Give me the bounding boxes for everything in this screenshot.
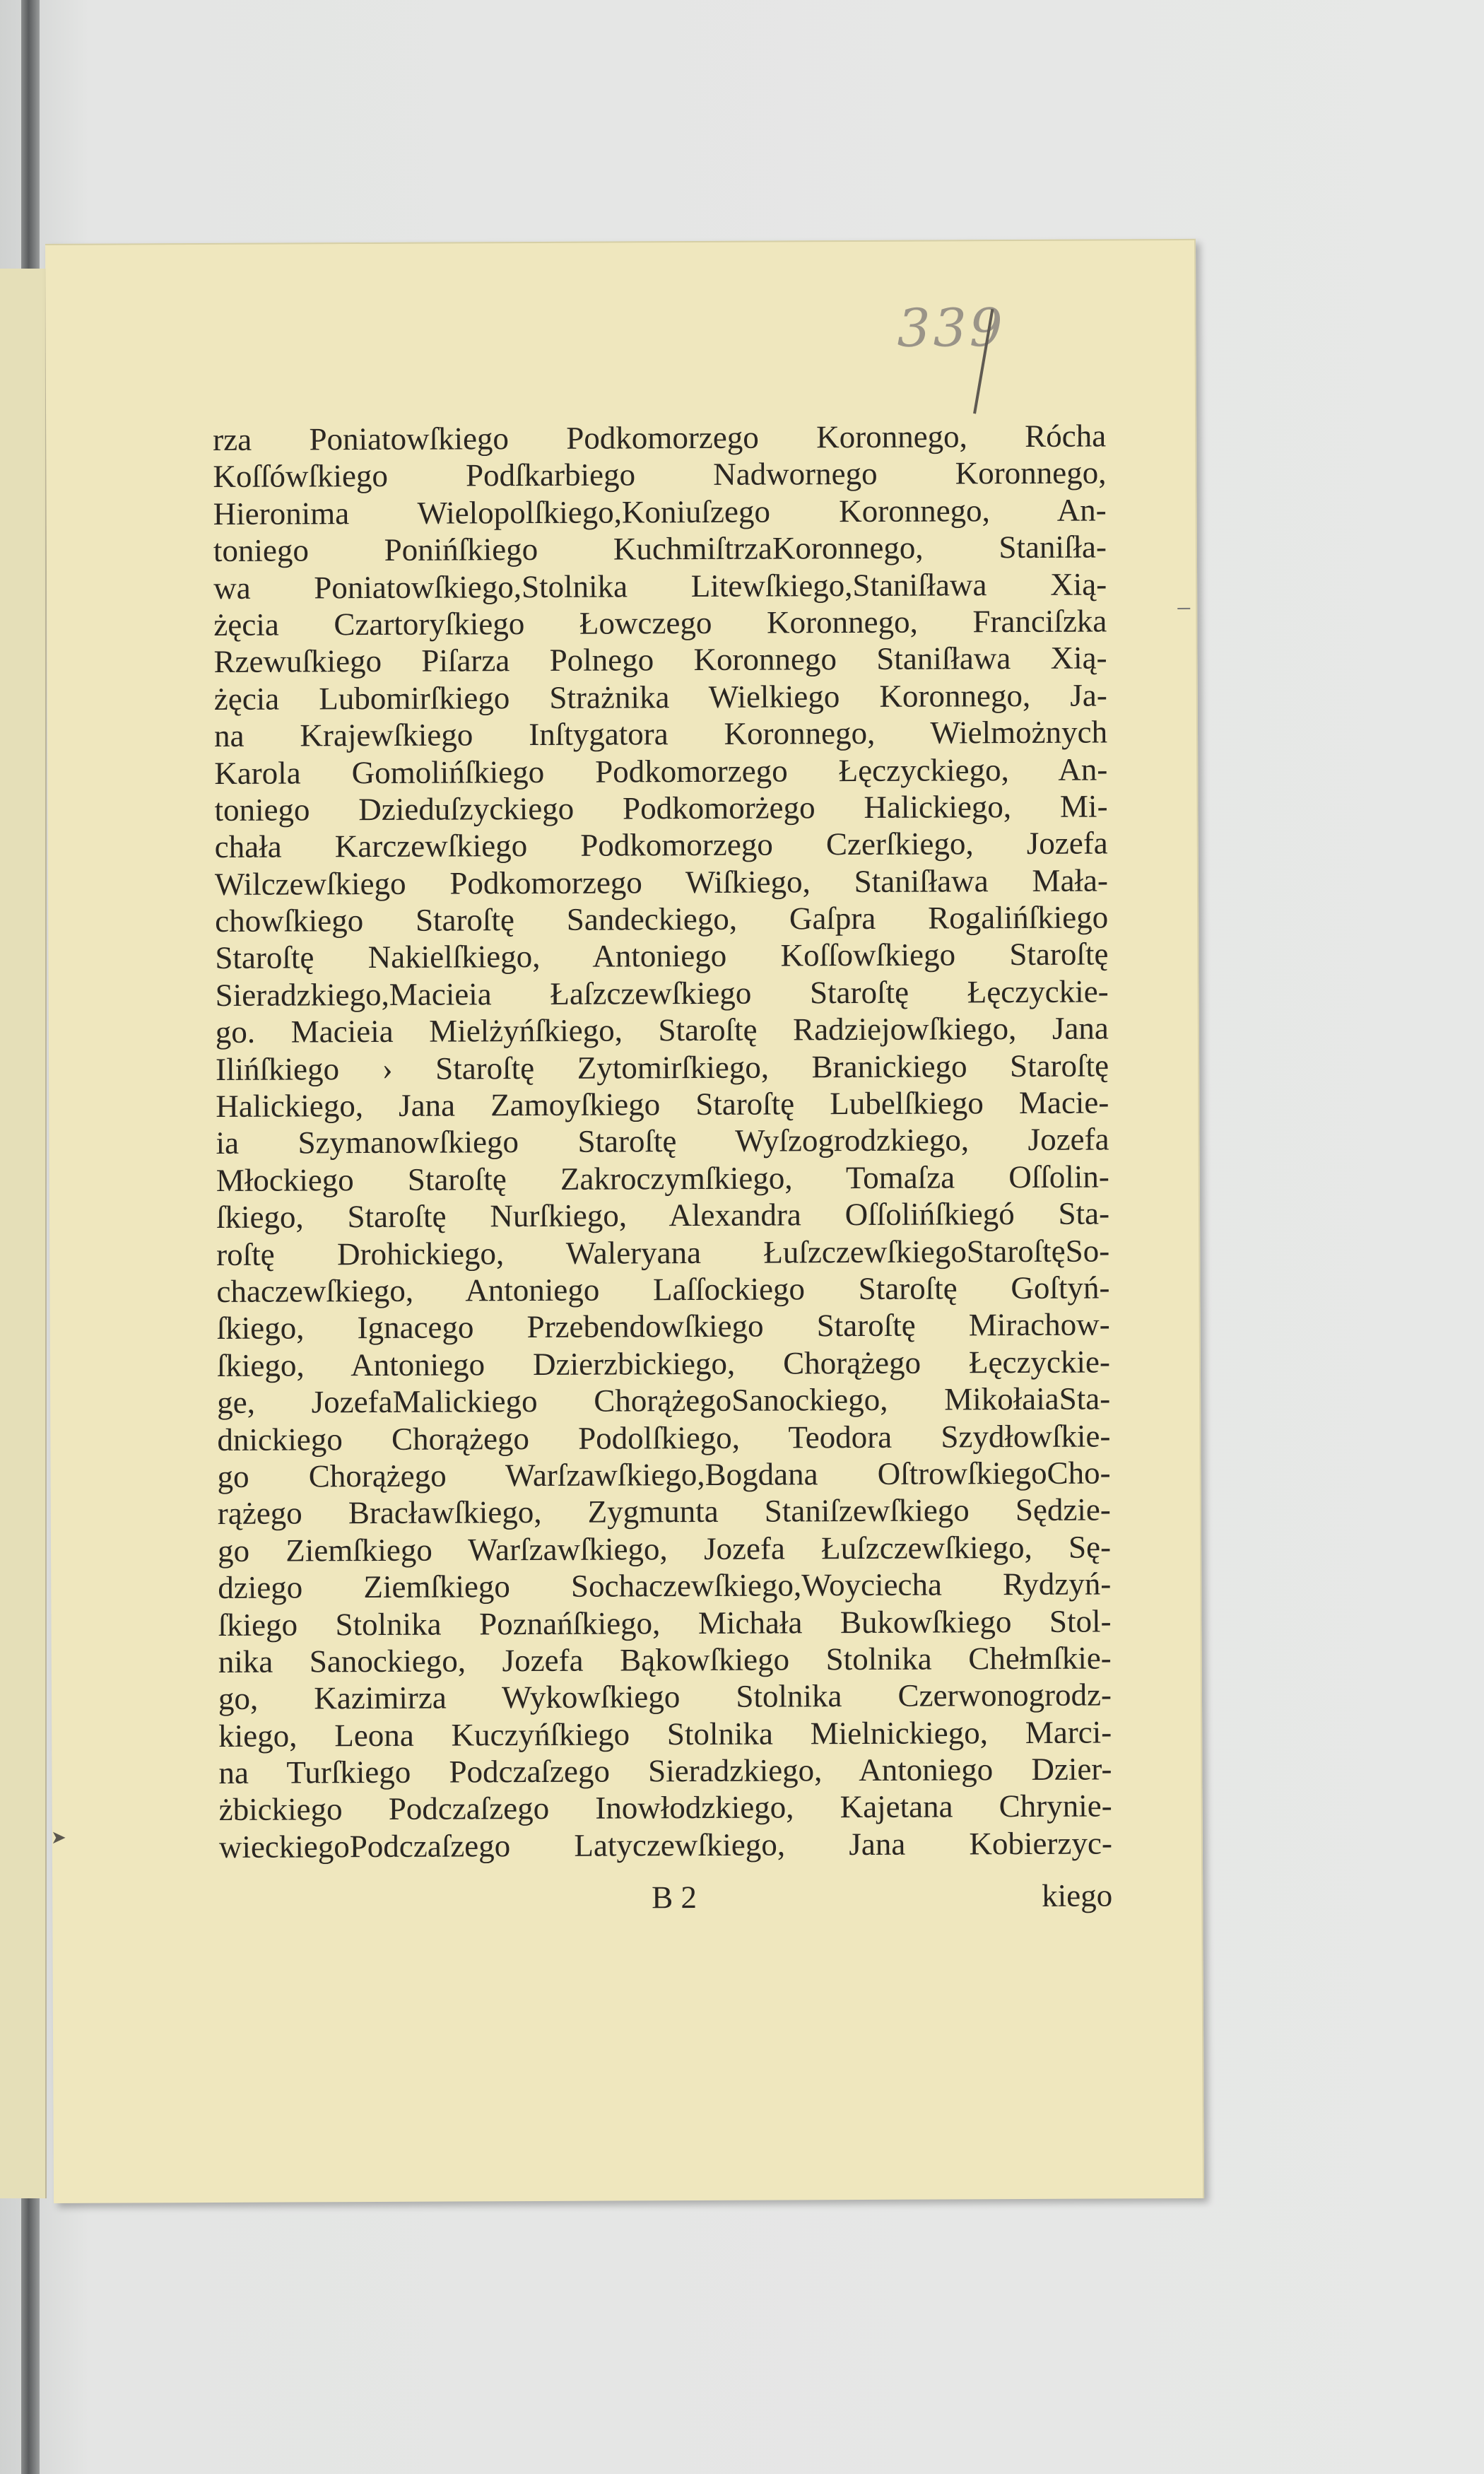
text-line: ia Szymanowſkiego Staroſtę Wyſzogrodzkiego, Jozefa — [216, 1121, 1109, 1161]
text-line: roſtę Drohickiego, Waleryana ŁuſzczewſkiegoStaroſtęSo- — [216, 1233, 1110, 1272]
text-line: chała Karczewſkiego Podkomorzego Czerſkiego, Jozefa — [214, 825, 1108, 865]
text-line: wieckiegoPodczaſzego Latyczewſkiego, Jana Kobierzyc- — [218, 1825, 1112, 1865]
catchword: kiego — [1042, 1877, 1113, 1913]
text-line: Rzewuſkiego Piſarza Polnego Koronnego Staniſława Xią- — [213, 640, 1107, 680]
margin-arrow-icon: ➤ — [51, 1827, 66, 1848]
text-line: ſkiego, Antoniego Dzierzbickiego, Chorążego Łęczyckie- — [216, 1344, 1111, 1383]
page-footer — [219, 1877, 1113, 1916]
text-line: wa Poniatowſkiego,Stolnika Litewſkiego,Staniſława Xią- — [213, 566, 1107, 606]
text-line: żęcia Lubomirſkiego Strażnika Wielkiego Koronnego, Ja- — [213, 677, 1107, 717]
text-line: go, Kazimirza Wykowſkiego Stolnika Czerwonogrodz- — [218, 1677, 1112, 1717]
text-line: Młockiego Staroſtę Zakroczymſkiego, Tomaſza Oſſolin- — [216, 1159, 1109, 1198]
text-line: ſkiego, Staroſtę Nurſkiego, Alexandra Oſſolińſkiegó Sta- — [216, 1195, 1110, 1236]
text-line: go. Macieia Mielżyńſkiego, Staroſtę Radziejowſkiego, Jana — [215, 1010, 1109, 1050]
text-line: dziego Ziemſkiego Sochaczewſkiego,Woyciecha Rydzyń- — [218, 1566, 1112, 1606]
text-line: Karola Gomolińſkiego Podkomorzego Łęczyckiego, An- — [214, 751, 1108, 791]
left-page-edge — [0, 269, 47, 2198]
text-line: żbickiego Podczaſzego Inowłodzkiego, Kajetana Chrynie- — [218, 1788, 1112, 1828]
text-line: Halickiego, Jana Zamoyſkiego Staroſtę Lubelſkiego Macie- — [216, 1084, 1109, 1124]
body-text — [213, 417, 1112, 1865]
text-line: chowſkiego Staroſtę Sandeckiego, Gaſpra Rogalińſkiego — [215, 899, 1109, 939]
text-line: ſkiego, Ignacego Przebendowſkiego Staroſtę Mirachow- — [216, 1306, 1110, 1347]
text-line: Ilińſkiego › Staroſtę Zytomirſkiego, Branickiego Staroſtę — [215, 1048, 1109, 1087]
text-line: kiego, Leona Kuczyńſkiego Stolnika Mielnickiego, Marci- — [218, 1714, 1112, 1754]
text-line: go Chorążego Warſzawſkiego,Bogdana OſtrowſkiegoCho- — [217, 1455, 1111, 1494]
text-line: Staroſtę Nakielſkiego, Antoniego Koſſowſkiego Staroſtę — [215, 936, 1109, 976]
text-line: Koſſówſkiego Podſkarbiego Nadwornego Koronnego, — [213, 455, 1107, 495]
page-number: 339 — [897, 298, 1006, 359]
text-line: nika Sanockiego, Jozefa Bąkowſkiego Stolnika Chełmſkie- — [218, 1640, 1112, 1679]
text-line: toniego Ponińſkiego KuchmiſtrzaKoronnego, Staniſła- — [213, 529, 1107, 569]
signature-mark: B 2 — [652, 1879, 697, 1916]
text-line: na Turſkiego Podczaſzego Sieradzkiego, Antoniego Dzier- — [218, 1751, 1112, 1791]
text-line: ge, JozefaMalickiego ChorążegoSanockiego, MikołaiaSta- — [217, 1380, 1111, 1421]
text-line: Wilczewſkiego Podkomorzego Wiſkiego, Staniſława Mała- — [214, 862, 1109, 902]
text-line: na Krajewſkiego Inſtygatora Koronnego, Wielmożnych — [213, 714, 1108, 754]
text-line: Sieradzkiego,Macieia Łaſzczewſkiego Staroſtę Łęczyckie- — [215, 973, 1109, 1013]
margin-tick — [1177, 608, 1190, 609]
text-line: Hieronima Wielopolſkiego,Koniuſzego Koronnego, An- — [213, 492, 1107, 532]
text-line: rza Poniatowſkiego Podkomorzego Koronnego, Rócha — [213, 418, 1107, 457]
text-line: toniego Dzieduſzyckiego Podkomorżego Halickiego, Mi- — [214, 788, 1108, 828]
text-line: żęcia Czartoryſkiego Łowczego Koronnego, Franciſzka — [213, 603, 1107, 643]
text-line: chaczewſkiego, Antoniego Laſſockiego Staroſtę Goſtyń- — [216, 1270, 1110, 1309]
text-line: ſkiego Stolnika Poznańſkiego, Michała Bukowſkiego Stol- — [218, 1602, 1112, 1643]
text-line: go Ziemſkiego Warſzawſkiego, Jozefa Łuſzczewſkiego, Sę- — [217, 1529, 1112, 1569]
text-line: rążego Bracławſkiego, Zygmunta Staniſzewſkiego Sędzie- — [217, 1491, 1111, 1532]
text-line: dnickiego Chorążego Podolſkiego, Teodora Szydłowſkie- — [217, 1417, 1111, 1458]
document-page — [45, 239, 1204, 2203]
